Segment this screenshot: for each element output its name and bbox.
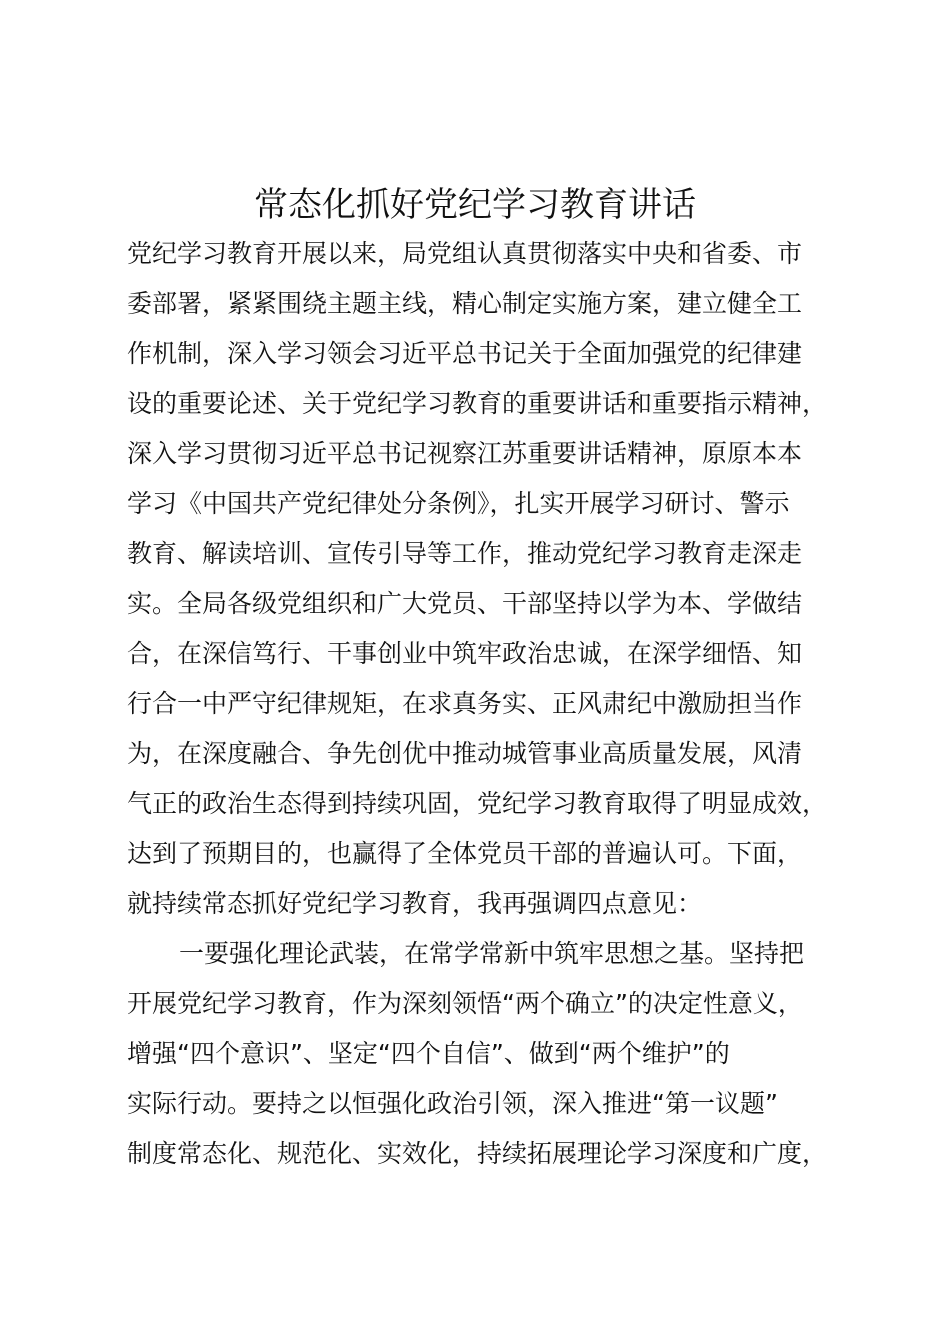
text-line: 达到了预期目的，也赢得了全体党员干部的普遍认可。下面， <box>127 839 803 868</box>
text-line: 实。全局各级党组织和广大党员、干部坚持以学为本、学做结 <box>127 589 803 618</box>
text-line: 增强“四个意识”、坚定“四个自信”、做到“两个维护”的 <box>127 1039 730 1068</box>
text-line: 学习《中国共产党纪律处分条例》，扎实开展学习研讨、警示 <box>127 489 790 518</box>
text-line: 设的重要论述、关于党纪学习教育的重要讲话和重要指示精神， <box>127 389 828 418</box>
text-line: 实际行动。要持之以恒强化政治引领，深入推进“第一议题” <box>127 1089 778 1118</box>
text-line: 教育、解读培训、宣传引导等工作，推动党纪学习教育走深走 <box>127 539 803 568</box>
text-line: 就持续常态抓好党纪学习教育，我再强调四点意见： <box>127 889 703 918</box>
text-line: 行合一中严守纪律规矩，在求真务实、正风肃纪中激励担当作 <box>127 689 803 718</box>
text-line: 为，在深度融合、争先创优中推动城管事业高质量发展，风清 <box>127 739 803 768</box>
document-title: 常态化抓好党纪学习教育讲话 <box>254 185 696 225</box>
text-line: 作机制，深入学习领会习近平总书记关于全面加强党的纪律建 <box>127 339 803 368</box>
text-line: 一要强化理论武装，在常学常新中筑牢思想之基。坚持把 <box>179 939 805 968</box>
text-line: 制度常态化、规范化、实效化，持续拓展理论学习深度和广度， <box>127 1139 828 1168</box>
paragraph-1 <box>127 229 867 929</box>
text-line: 气正的政治生态得到持续巩固，党纪学习教育取得了明显成效， <box>127 789 828 818</box>
text-line: 开展党纪学习教育，作为深刻领悟“两个确立”的决定性意义， <box>127 989 803 1018</box>
text-line: 委部署，紧紧围绕主题主线，精心制定实施方案，建立健全工 <box>127 289 803 318</box>
text-line: 深入学习贯彻习近平总书记视察江苏重要讲话精神，原原本本 <box>127 439 803 468</box>
text-line: 党纪学习教育开展以来，局党组认真贯彻落实中央和省委、市 <box>127 239 803 268</box>
text-line: 合，在深信笃行、干事创业中筑牢政治忠诚，在深学细悟、知 <box>127 639 803 668</box>
document-body <box>127 229 867 1179</box>
paragraph-2 <box>127 929 867 1179</box>
